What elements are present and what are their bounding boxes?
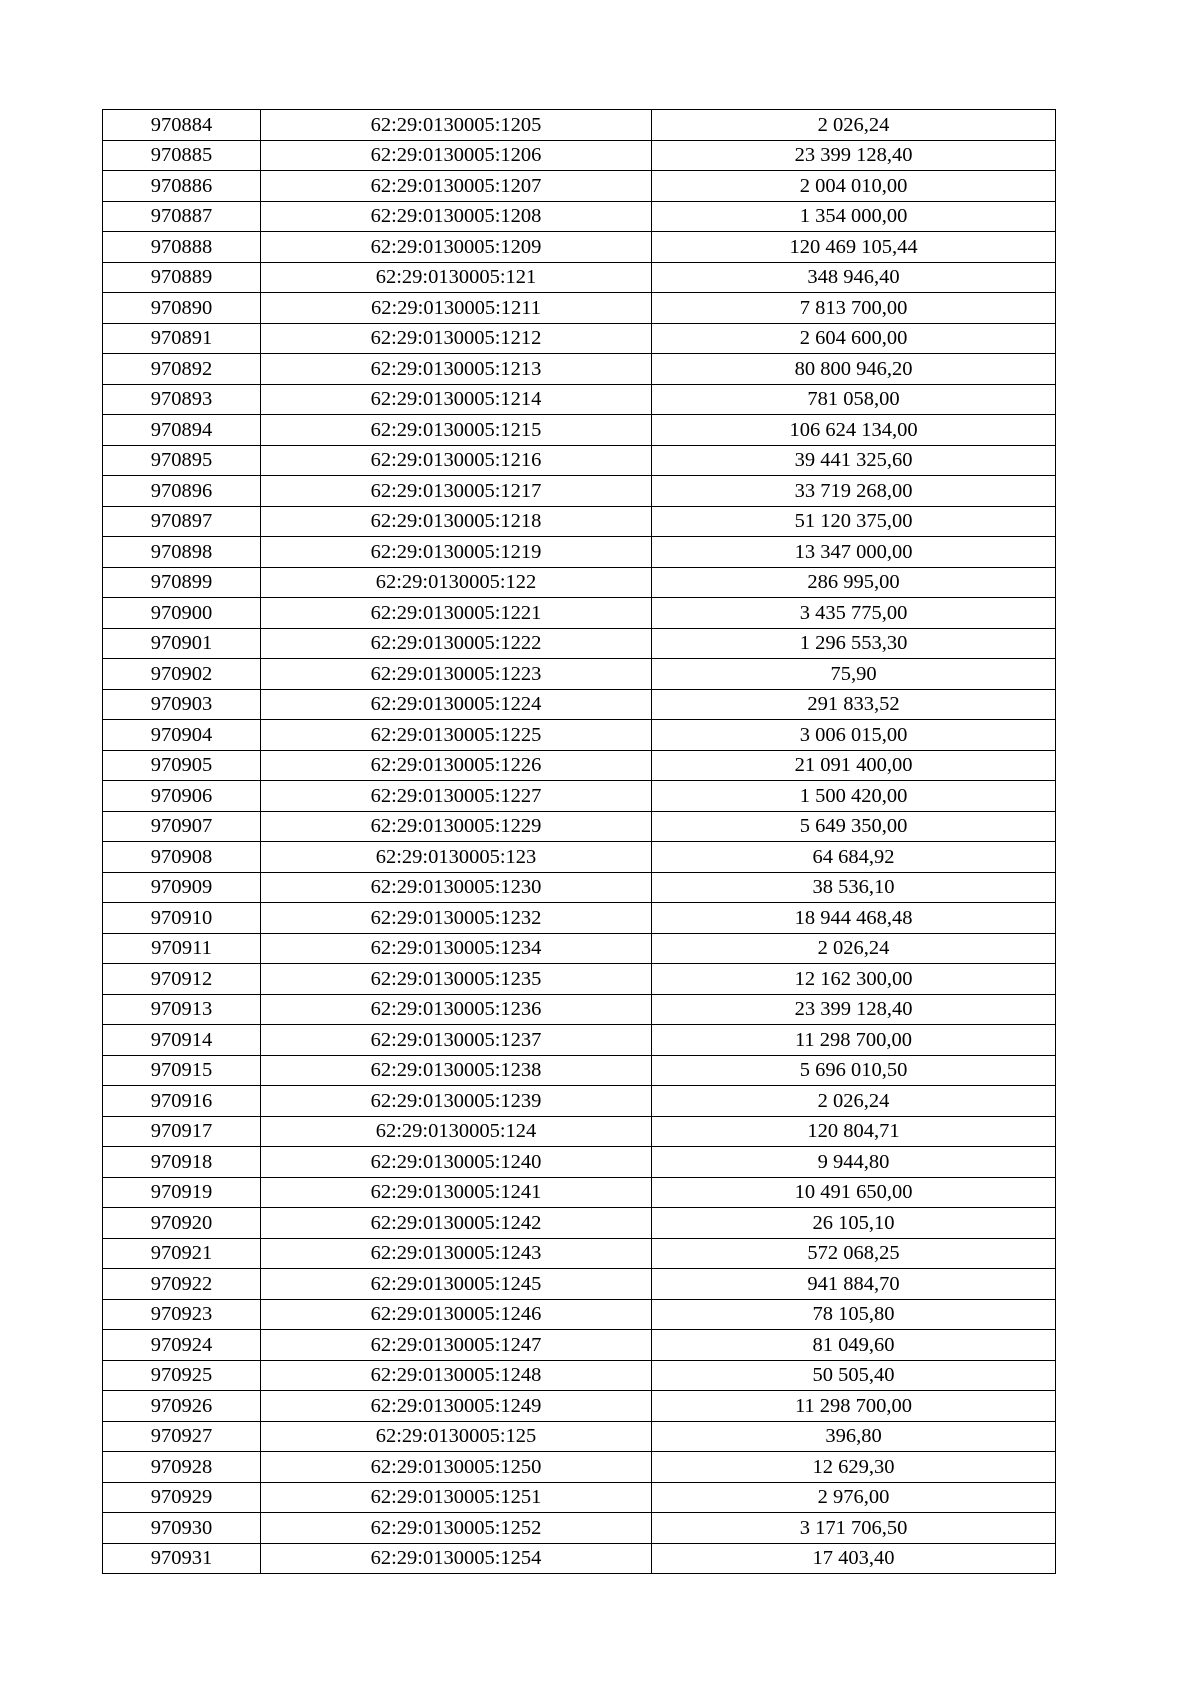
row-number-cell: 970913 (103, 994, 261, 1025)
row-number-cell: 970921 (103, 1238, 261, 1269)
table-row (103, 445, 1056, 476)
cadastral-number-cell: 62:29:0130005:1207 (261, 171, 652, 202)
table-row (103, 1116, 1056, 1147)
table-row (103, 354, 1056, 385)
cadastral-number-cell: 62:29:0130005:1206 (261, 140, 652, 171)
cadastral-value-cell: 11 298 700,00 (652, 1391, 1056, 1422)
cadastral-value-cell: 64 684,92 (652, 842, 1056, 873)
table-row (103, 1238, 1056, 1269)
table-row (103, 842, 1056, 873)
row-number-cell: 970931 (103, 1543, 261, 1574)
cadastral-value-cell: 21 091 400,00 (652, 750, 1056, 781)
cadastral-number-cell: 62:29:0130005:1221 (261, 598, 652, 629)
row-number-cell: 970909 (103, 872, 261, 903)
cadastral-number-cell: 62:29:0130005:124 (261, 1116, 652, 1147)
cadastral-value-cell: 75,90 (652, 659, 1056, 690)
row-number-cell: 970907 (103, 811, 261, 842)
row-number-cell: 970920 (103, 1208, 261, 1239)
cadastral-value-cell: 10 491 650,00 (652, 1177, 1056, 1208)
cadastral-number-cell: 62:29:0130005:122 (261, 567, 652, 598)
cadastral-number-cell: 62:29:0130005:1252 (261, 1513, 652, 1544)
table-row (103, 1177, 1056, 1208)
row-number-cell: 970903 (103, 689, 261, 720)
cadastral-number-cell: 62:29:0130005:1218 (261, 506, 652, 537)
cadastral-number-cell: 62:29:0130005:125 (261, 1421, 652, 1452)
cadastral-value-cell: 106 624 134,00 (652, 415, 1056, 446)
cadastral-number-cell: 62:29:0130005:1224 (261, 689, 652, 720)
cadastral-value-cell: 2 976,00 (652, 1482, 1056, 1513)
cadastral-value-cell: 38 536,10 (652, 872, 1056, 903)
row-number-cell: 970896 (103, 476, 261, 507)
row-number-cell: 970904 (103, 720, 261, 751)
cadastral-value-cell: 13 347 000,00 (652, 537, 1056, 568)
cadastral-value-cell: 50 505,40 (652, 1360, 1056, 1391)
cadastral-number-cell: 62:29:0130005:1251 (261, 1482, 652, 1513)
cadastral-number-cell: 62:29:0130005:1205 (261, 110, 652, 141)
cadastral-value-cell: 781 058,00 (652, 384, 1056, 415)
cadastral-number-cell: 62:29:0130005:121 (261, 262, 652, 293)
row-number-cell: 970923 (103, 1299, 261, 1330)
table-row (103, 384, 1056, 415)
row-number-cell: 970901 (103, 628, 261, 659)
cadastral-value-cell: 2 604 600,00 (652, 323, 1056, 354)
row-number-cell: 970918 (103, 1147, 261, 1178)
table-row (103, 201, 1056, 232)
cadastral-value-cell: 33 719 268,00 (652, 476, 1056, 507)
cadastral-number-cell: 62:29:0130005:1237 (261, 1025, 652, 1056)
row-number-cell: 970885 (103, 140, 261, 171)
row-number-cell: 970897 (103, 506, 261, 537)
row-number-cell: 970911 (103, 933, 261, 964)
cadastral-value-cell: 572 068,25 (652, 1238, 1056, 1269)
table-row (103, 903, 1056, 934)
cadastral-value-cell: 3 171 706,50 (652, 1513, 1056, 1544)
cadastral-value-cell: 3 006 015,00 (652, 720, 1056, 751)
table-row (103, 872, 1056, 903)
row-number-cell: 970899 (103, 567, 261, 598)
row-number-cell: 970926 (103, 1391, 261, 1422)
row-number-cell: 970893 (103, 384, 261, 415)
cadastral-number-cell: 62:29:0130005:1225 (261, 720, 652, 751)
table-row (103, 1482, 1056, 1513)
cadastral-value-cell: 9 944,80 (652, 1147, 1056, 1178)
cadastral-number-cell: 62:29:0130005:1213 (261, 354, 652, 385)
cadastral-number-cell: 62:29:0130005:1240 (261, 1147, 652, 1178)
cadastral-value-cell: 291 833,52 (652, 689, 1056, 720)
cadastral-number-cell: 62:29:0130005:1216 (261, 445, 652, 476)
row-number-cell: 970922 (103, 1269, 261, 1300)
row-number-cell: 970908 (103, 842, 261, 873)
cadastral-number-cell: 62:29:0130005:1208 (261, 201, 652, 232)
cadastral-value-cell: 348 946,40 (652, 262, 1056, 293)
cadastral-value-cell: 396,80 (652, 1421, 1056, 1452)
cadastral-number-cell: 62:29:0130005:1241 (261, 1177, 652, 1208)
row-number-cell: 970887 (103, 201, 261, 232)
table-row (103, 323, 1056, 354)
row-number-cell: 970916 (103, 1086, 261, 1117)
table-row (103, 659, 1056, 690)
row-number-cell: 970912 (103, 964, 261, 995)
row-number-cell: 970914 (103, 1025, 261, 1056)
cadastral-number-cell: 62:29:0130005:1211 (261, 293, 652, 324)
cadastral-value-cell: 12 629,30 (652, 1452, 1056, 1483)
cadastral-value-cell: 11 298 700,00 (652, 1025, 1056, 1056)
table-row (103, 1452, 1056, 1483)
table-row (103, 1421, 1056, 1452)
cadastral-value-cell: 2 026,24 (652, 933, 1056, 964)
table-row (103, 811, 1056, 842)
cadastral-value-cell: 18 944 468,48 (652, 903, 1056, 934)
cadastral-number-cell: 62:29:0130005:1248 (261, 1360, 652, 1391)
cadastral-value-cell: 3 435 775,00 (652, 598, 1056, 629)
cadastral-number-cell: 62:29:0130005:1238 (261, 1055, 652, 1086)
cadastral-number-cell: 62:29:0130005:1222 (261, 628, 652, 659)
cadastral-value-cell: 17 403,40 (652, 1543, 1056, 1574)
table-row (103, 994, 1056, 1025)
row-number-cell: 970929 (103, 1482, 261, 1513)
cadastral-number-cell: 62:29:0130005:1239 (261, 1086, 652, 1117)
row-number-cell: 970894 (103, 415, 261, 446)
cadastral-value-cell: 5 649 350,00 (652, 811, 1056, 842)
row-number-cell: 970884 (103, 110, 261, 141)
row-number-cell: 970902 (103, 659, 261, 690)
row-number-cell: 970890 (103, 293, 261, 324)
cadastral-number-cell: 62:29:0130005:1247 (261, 1330, 652, 1361)
cadastral-value-cell: 2 004 010,00 (652, 171, 1056, 202)
table-row (103, 567, 1056, 598)
row-number-cell: 970900 (103, 598, 261, 629)
cadastral-number-cell: 62:29:0130005:123 (261, 842, 652, 873)
cadastral-number-cell: 62:29:0130005:1219 (261, 537, 652, 568)
cadastral-number-cell: 62:29:0130005:1229 (261, 811, 652, 842)
cadastral-number-cell: 62:29:0130005:1215 (261, 415, 652, 446)
cadastral-value-cell: 1 296 553,30 (652, 628, 1056, 659)
cadastral-value-cell: 81 049,60 (652, 1330, 1056, 1361)
table-row (103, 110, 1056, 141)
row-number-cell: 970928 (103, 1452, 261, 1483)
table-row (103, 415, 1056, 446)
table-row (103, 1360, 1056, 1391)
row-number-cell: 970906 (103, 781, 261, 812)
cadastral-value-cell: 941 884,70 (652, 1269, 1056, 1300)
row-number-cell: 970925 (103, 1360, 261, 1391)
table-row (103, 232, 1056, 263)
row-number-cell: 970886 (103, 171, 261, 202)
table-row (103, 720, 1056, 751)
row-number-cell: 970888 (103, 232, 261, 263)
cadastral-value-cell: 2 026,24 (652, 110, 1056, 141)
cadastral-number-cell: 62:29:0130005:1235 (261, 964, 652, 995)
table-row (103, 1086, 1056, 1117)
row-number-cell: 970910 (103, 903, 261, 934)
cadastral-value-cell: 1 354 000,00 (652, 201, 1056, 232)
cadastral-value-cell: 286 995,00 (652, 567, 1056, 598)
cadastral-value-cell: 39 441 325,60 (652, 445, 1056, 476)
table-row (103, 140, 1056, 171)
table-row (103, 598, 1056, 629)
table-row (103, 1330, 1056, 1361)
cadastral-value-cell: 51 120 375,00 (652, 506, 1056, 537)
table-row (103, 262, 1056, 293)
table-row (103, 781, 1056, 812)
table-row (103, 689, 1056, 720)
table-row (103, 1543, 1056, 1574)
cadastral-value-table (102, 109, 1056, 1574)
cadastral-value-cell: 7 813 700,00 (652, 293, 1056, 324)
row-number-cell: 970915 (103, 1055, 261, 1086)
table-row (103, 1147, 1056, 1178)
cadastral-value-cell: 120 804,71 (652, 1116, 1056, 1147)
cadastral-number-cell: 62:29:0130005:1227 (261, 781, 652, 812)
cadastral-value-cell: 2 026,24 (652, 1086, 1056, 1117)
cadastral-number-cell: 62:29:0130005:1223 (261, 659, 652, 690)
table-row (103, 1299, 1056, 1330)
row-number-cell: 970895 (103, 445, 261, 476)
row-number-cell: 970917 (103, 1116, 261, 1147)
cadastral-number-cell: 62:29:0130005:1246 (261, 1299, 652, 1330)
cadastral-number-cell: 62:29:0130005:1230 (261, 872, 652, 903)
cadastral-value-cell: 78 105,80 (652, 1299, 1056, 1330)
cadastral-number-cell: 62:29:0130005:1234 (261, 933, 652, 964)
cadastral-value-cell: 23 399 128,40 (652, 140, 1056, 171)
table-body (103, 110, 1056, 1574)
cadastral-value-cell: 120 469 105,44 (652, 232, 1056, 263)
row-number-cell: 970889 (103, 262, 261, 293)
cadastral-number-cell: 62:29:0130005:1242 (261, 1208, 652, 1239)
cadastral-number-cell: 62:29:0130005:1254 (261, 1543, 652, 1574)
table-row (103, 171, 1056, 202)
row-number-cell: 970919 (103, 1177, 261, 1208)
table-row (103, 537, 1056, 568)
table-row (103, 1208, 1056, 1239)
table-row (103, 1391, 1056, 1422)
cadastral-value-cell: 5 696 010,50 (652, 1055, 1056, 1086)
cadastral-value-cell: 26 105,10 (652, 1208, 1056, 1239)
table-row (103, 293, 1056, 324)
table-row (103, 1513, 1056, 1544)
table-row (103, 476, 1056, 507)
table-row (103, 1269, 1056, 1300)
cadastral-value-cell: 1 500 420,00 (652, 781, 1056, 812)
row-number-cell: 970892 (103, 354, 261, 385)
row-number-cell: 970891 (103, 323, 261, 354)
table-row (103, 964, 1056, 995)
cadastral-number-cell: 62:29:0130005:1217 (261, 476, 652, 507)
row-number-cell: 970905 (103, 750, 261, 781)
cadastral-number-cell: 62:29:0130005:1250 (261, 1452, 652, 1483)
table-row (103, 1025, 1056, 1056)
cadastral-number-cell: 62:29:0130005:1236 (261, 994, 652, 1025)
row-number-cell: 970898 (103, 537, 261, 568)
cadastral-number-cell: 62:29:0130005:1232 (261, 903, 652, 934)
table-row (103, 933, 1056, 964)
row-number-cell: 970924 (103, 1330, 261, 1361)
row-number-cell: 970927 (103, 1421, 261, 1452)
table-row (103, 506, 1056, 537)
cadastral-number-cell: 62:29:0130005:1226 (261, 750, 652, 781)
cadastral-value-cell: 12 162 300,00 (652, 964, 1056, 995)
cadastral-number-cell: 62:29:0130005:1249 (261, 1391, 652, 1422)
row-number-cell: 970930 (103, 1513, 261, 1544)
table-row (103, 750, 1056, 781)
cadastral-value-cell: 80 800 946,20 (652, 354, 1056, 385)
table-row (103, 1055, 1056, 1086)
cadastral-number-cell: 62:29:0130005:1245 (261, 1269, 652, 1300)
cadastral-number-cell: 62:29:0130005:1214 (261, 384, 652, 415)
cadastral-number-cell: 62:29:0130005:1209 (261, 232, 652, 263)
table-row (103, 628, 1056, 659)
cadastral-value-cell: 23 399 128,40 (652, 994, 1056, 1025)
cadastral-number-cell: 62:29:0130005:1212 (261, 323, 652, 354)
cadastral-number-cell: 62:29:0130005:1243 (261, 1238, 652, 1269)
